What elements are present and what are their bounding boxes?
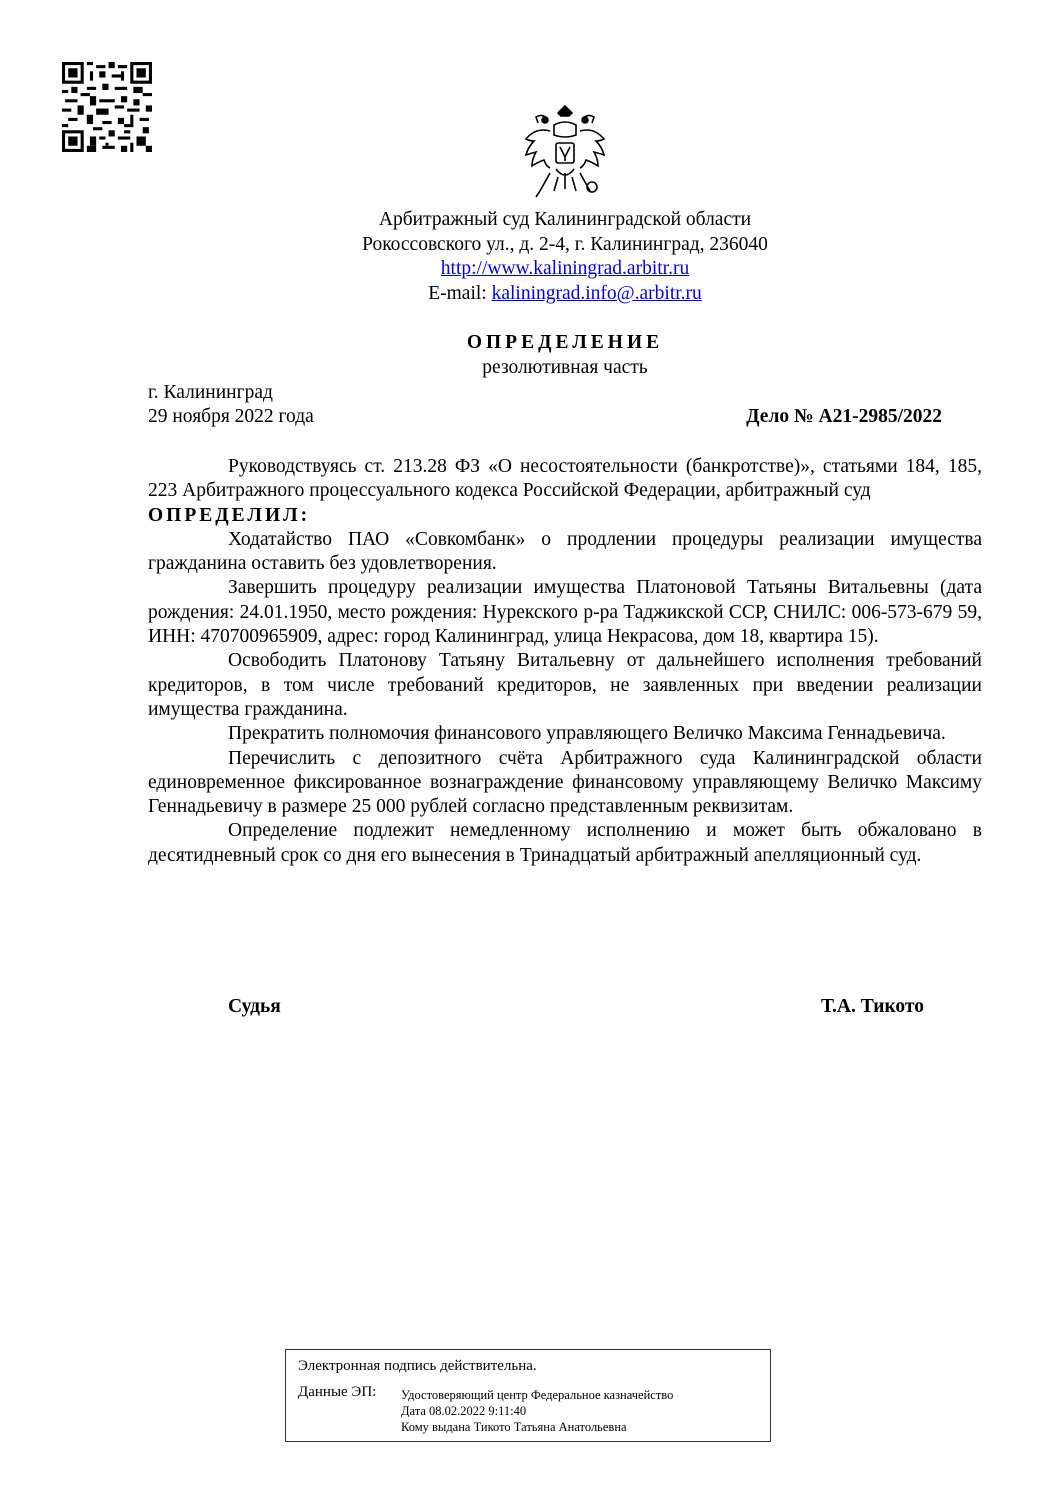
court-address: Рокоссовского ул., д. 2-4, г. Калининград, 236040	[362, 233, 768, 255]
case-number: Дело № А21-2985/2022	[746, 406, 942, 427]
preamble-paragraph: Руководствуясь ст. 213.28 ФЗ «О несостоятельности (банкротстве)», статьями 184, 185, 223 Арбитражного процессуального кодекса Российской Федерации, арбитражный суд	[148, 456, 982, 502]
signature-data-label: Данные ЭП:	[298, 1384, 377, 1400]
ruling-paragraph: Завершить процедуру реализации имущества Платоновой Татьяны Витальевны (дата рождения: 24.01.1950, место рождения: Нурекского р-ра Таджикской ССР, СНИЛС: 006-573-679 59, ИНН: 470700965909, адрес: город Калининград, улица Некрасова, дом 18, квартира 15).	[148, 577, 982, 648]
judge-role: Судья	[228, 996, 281, 1017]
ruling-paragraph: Ходатайство ПАО «Совкомбанк» о продлении процедуры реализации имущества гражданина оставить без удовлетворения.	[148, 528, 982, 575]
court-name: Арбитражный суд Калининградской области	[378, 209, 752, 230]
court-website-link[interactable]: http://www.kaliningrad.arbitr.ru	[440, 258, 690, 279]
qr-code-icon	[62, 62, 152, 152]
electronic-signature-box	[285, 1349, 771, 1442]
ruling-paragraph: Прекратить полномочия финансового управляющего Величко Максима Геннадьевича.	[228, 723, 946, 745]
court-email-link[interactable]: kaliningrad.info@.arbitr.ru	[491, 282, 702, 304]
judge-name: Т.А. Тикото	[820, 996, 924, 1017]
signature-date: Дата 08.02.2022 9:11:40	[401, 1404, 527, 1418]
coat-of-arms-icon	[520, 103, 610, 203]
document-date: 29 ноября 2022 года	[148, 406, 314, 427]
signature-issuer: Удостоверяющий центр Федеральное казначейство	[401, 1388, 674, 1402]
signature-issued-to: Кому выдана Тикото Татьяна Анатольевна	[401, 1420, 627, 1434]
court-header	[0, 208, 1058, 306]
document-city: г. Калининград	[148, 382, 273, 403]
document-subtitle: резолютивная часть	[482, 357, 648, 378]
ruling-paragraph: Освободить Платонову Татьяну Витальевну от дальнейшего исполнения требований кредиторов, в том числе требований кредиторов, не заявленных при введении реализации имущества гражданина.	[148, 650, 982, 720]
ruling-paragraph: Перечислить с депозитного счёта Арбитражного суда Калининградской области единовременное фиксированное вознаграждение финансовому управляющему Величко Максиму Геннадьевичу в размере 25 000 рублей согласно представленным реквизитам.	[148, 747, 982, 818]
ruling-paragraph: Определение подлежит немедленному исполнению и может быть обжаловано в десятидневный срок со дня его вынесения в Тринадцатый арбитражный апелляционный суд.	[148, 820, 982, 866]
signature-status: Электронная подпись действительна.	[298, 1358, 537, 1374]
decided-heading: ОПРЕДЕЛИЛ:	[148, 504, 311, 526]
signature-details	[401, 1387, 673, 1435]
document-body	[148, 455, 982, 868]
email-label: E-mail:	[428, 282, 492, 304]
document-title: ОПРЕДЕЛЕНИЕ	[466, 332, 664, 353]
